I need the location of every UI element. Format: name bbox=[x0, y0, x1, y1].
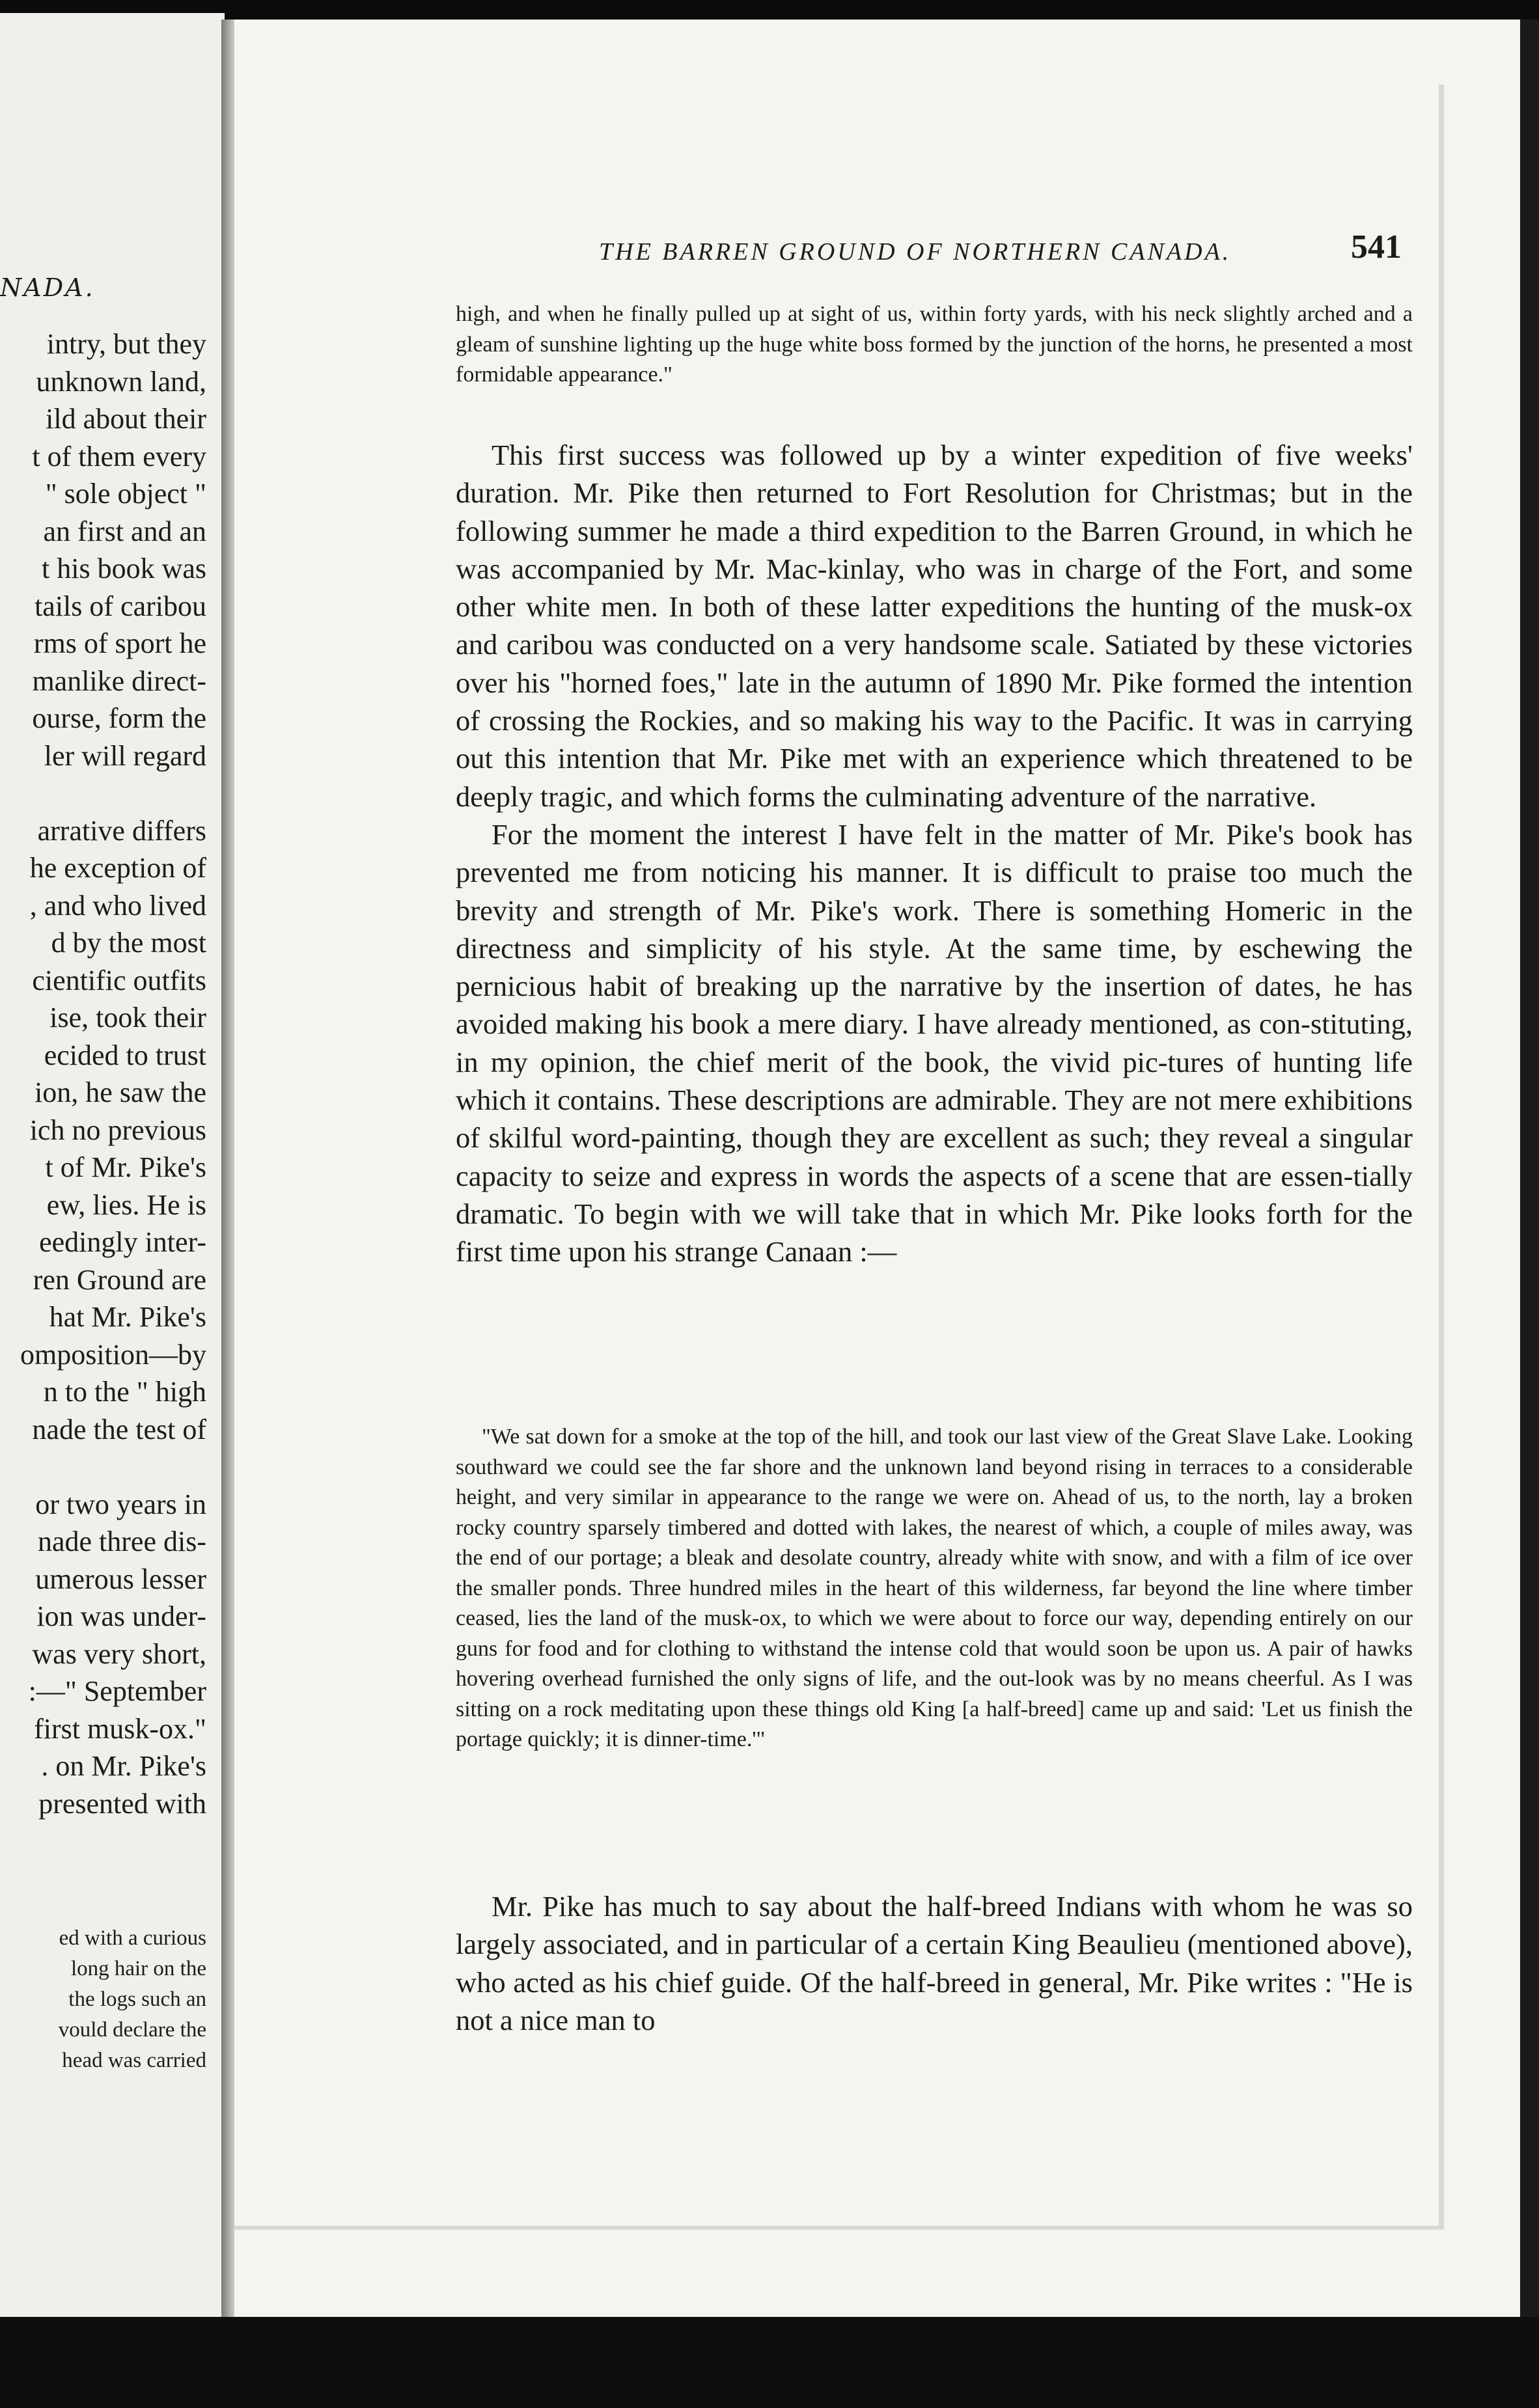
left-page-line: ourse, form the bbox=[32, 702, 206, 734]
page-number: 541 bbox=[1351, 228, 1402, 266]
left-page-line: d by the most bbox=[51, 927, 206, 959]
paragraph-3: Mr. Pike has much to say about the half-breed Indians with whom he was so largely associated, and in particular of a certain King Beaulieu (mentioned above), who acted as his chief guide. Of the half-breed in general, Mr. Pike writes : "He is not a nice man to bbox=[456, 1890, 1413, 2036]
paragraph-1: This first success was followed up by a winter expedition of five weeks' duration. Mr. Pike then returned to Fort Resolution for Christmas; but in the following summer he made a third expedition to the Barren Ground, in which he was accompanied by Mr. Mac-kinlay, who was in charge of the Fort, and some other white men. In both of these latter expeditions the hunting of the musk-ox and caribou was conducted on a very handsome scale. Satiated by these victories over his "horned foes," late in the autumn of 1890 Mr. Pike formed the intention of crossing the Rockies, and so making his way to the Pacific. It was in carrying out this intention that Mr. Pike met with an experience which threatened to be deeply tragic, and which forms the culminating adventure of the narrative. bbox=[456, 439, 1413, 813]
quote-continued bbox=[456, 299, 1413, 390]
page-frame-right bbox=[1439, 85, 1444, 2226]
running-head: THE BARREN GROUND OF NORTHERN CANADA. bbox=[599, 238, 1232, 266]
left-footnote-line: head was carried bbox=[62, 2049, 206, 2072]
left-page-line: ren Ground are bbox=[33, 1263, 206, 1296]
left-page-line: t of them every bbox=[32, 440, 206, 472]
quote-continued-text: high, and when he finally pulled up at sight of us, within forty yards, with his neck slightly arched and a gleam of sunshine lighting up the huge white boss formed by the junction of the horns, he presented a most formidable appearance." bbox=[456, 302, 1413, 387]
left-page-line: ler will regard bbox=[44, 739, 206, 772]
left-page-line: ild about their bbox=[46, 403, 206, 435]
left-page-line: eedingly inter- bbox=[39, 1226, 206, 1258]
left-page-line: nade three dis- bbox=[38, 1526, 206, 1557]
scan-border-bottom bbox=[0, 2317, 1539, 2408]
left-page-line: n to the " high bbox=[43, 1376, 206, 1408]
left-page-line: or two years in bbox=[35, 1488, 206, 1520]
left-page-line: tails of caribou bbox=[35, 590, 206, 622]
left-page-line: was very short, bbox=[32, 1637, 206, 1670]
left-page-line: t his book was bbox=[42, 553, 206, 584]
left-footnote-line: long hair on the bbox=[70, 1957, 206, 1980]
page-frame-bottom bbox=[234, 2226, 1444, 2230]
body-section-2 bbox=[456, 1887, 1413, 2039]
block-quote-text: "We sat down for a smoke at the top of the hill, and took our last view of the Great Slave Lake. Looking southward we could see the far shore and the unknown land beyond rising in terraces to a considerable height, and very similar in appearance to the range we were on. Ahead of us, to the north, lay a broken rocky country sparsely timbered and dotted with lakes, the nearest of which, a couple of miles away, was the end of our portage; a bleak and desolate country, already white with snow, and with a film of ice over the smaller ponds. Three hundred miles in the heart of this wilderness, far beyond the line where timber ceased, lies the land of the musk-ox, to which we were about to force our way, depending entirely on our guns for food and for clothing to withstand the intense cold that would soon be upon us. A pair of hawks hovering overhead furnished the only signs of life, and the out-look was by no means cheerful. As I was sitting on a rock meditating upon these things old King [a half-breed] came up and said: 'Let us finish the portage quickly; it is dinner-time.'" bbox=[456, 1425, 1413, 1751]
left-page-line: ise, took their bbox=[49, 1002, 206, 1033]
previous-page-edge bbox=[0, 13, 225, 2356]
left-page-line: first musk-ox." bbox=[34, 1712, 206, 1745]
left-page-line: t of Mr. Pike's bbox=[45, 1151, 206, 1183]
left-page-line: ecided to trust bbox=[44, 1039, 206, 1071]
left-page-line: an first and an bbox=[43, 515, 206, 547]
left-page-line: ion was under- bbox=[36, 1600, 206, 1632]
body-section-1 bbox=[456, 436, 1413, 1271]
left-footnote-line: vould declare the bbox=[58, 2018, 206, 2042]
left-page-line: unknown land, bbox=[36, 365, 206, 398]
scan-border-top bbox=[0, 0, 1539, 20]
left-page-line: presented with bbox=[38, 1787, 206, 1820]
left-page-line: manlike direct- bbox=[32, 664, 206, 697]
left-page-line: cientific outfits bbox=[32, 964, 206, 996]
left-page-line: " sole object " bbox=[45, 478, 206, 510]
left-page-line: , and who lived bbox=[29, 889, 206, 922]
left-page-line: ion, he saw the bbox=[35, 1076, 206, 1108]
left-page-line: omposition—by bbox=[20, 1338, 206, 1371]
left-page-line: :—" September bbox=[28, 1675, 206, 1707]
paragraph-2: For the moment the interest I have felt in the matter of Mr. Pike's book has prevented me from noticing his manner. It is difficult to praise too much the brevity and strength of Mr. Pike's work. There is something Homeric in the directness and simplicity of his style. At the same time, by eschewing the pernicious habit of breaking up the narrative by the insertion of dates, he has avoided making his book a mere diary. I have already mentioned, as con-stituting, in my opinion, the chief merit of the book, the vivid pic-tures of hunting life which it contains. These descriptions are admirable. They are not mere exhibitions of skilful word-painting, though they are excellent as such; they reveal a singular capacity to seize and express in words the aspects of a scene that are essen-tially dramatic. To begin with we will take that in which Mr. Pike looks forth for the first time upon his strange Canaan :— bbox=[456, 817, 1413, 1268]
left-page-line: intry, but they bbox=[46, 328, 206, 360]
left-page-line: he exception of bbox=[29, 852, 206, 884]
left-page-line: ich no previous bbox=[29, 1114, 206, 1146]
left-page-line: nade the test of bbox=[32, 1413, 206, 1445]
left-page-line: . on Mr. Pike's bbox=[41, 1750, 206, 1782]
left-page-line: hat Mr. Pike's bbox=[49, 1301, 206, 1333]
page bbox=[234, 20, 1520, 2336]
left-page-line: umerous lesser bbox=[35, 1563, 206, 1595]
left-page-line: rms of sport he bbox=[33, 627, 206, 659]
left-footnote-line: the logs such an bbox=[68, 1988, 206, 2011]
left-page-line: ew, lies. He is bbox=[46, 1188, 206, 1221]
left-footnote-line: ed with a curious bbox=[59, 1926, 206, 1950]
left-page-line: arrative differs bbox=[37, 814, 206, 847]
left-running-head: NADA. bbox=[0, 273, 95, 302]
block-quote bbox=[456, 1422, 1413, 1755]
